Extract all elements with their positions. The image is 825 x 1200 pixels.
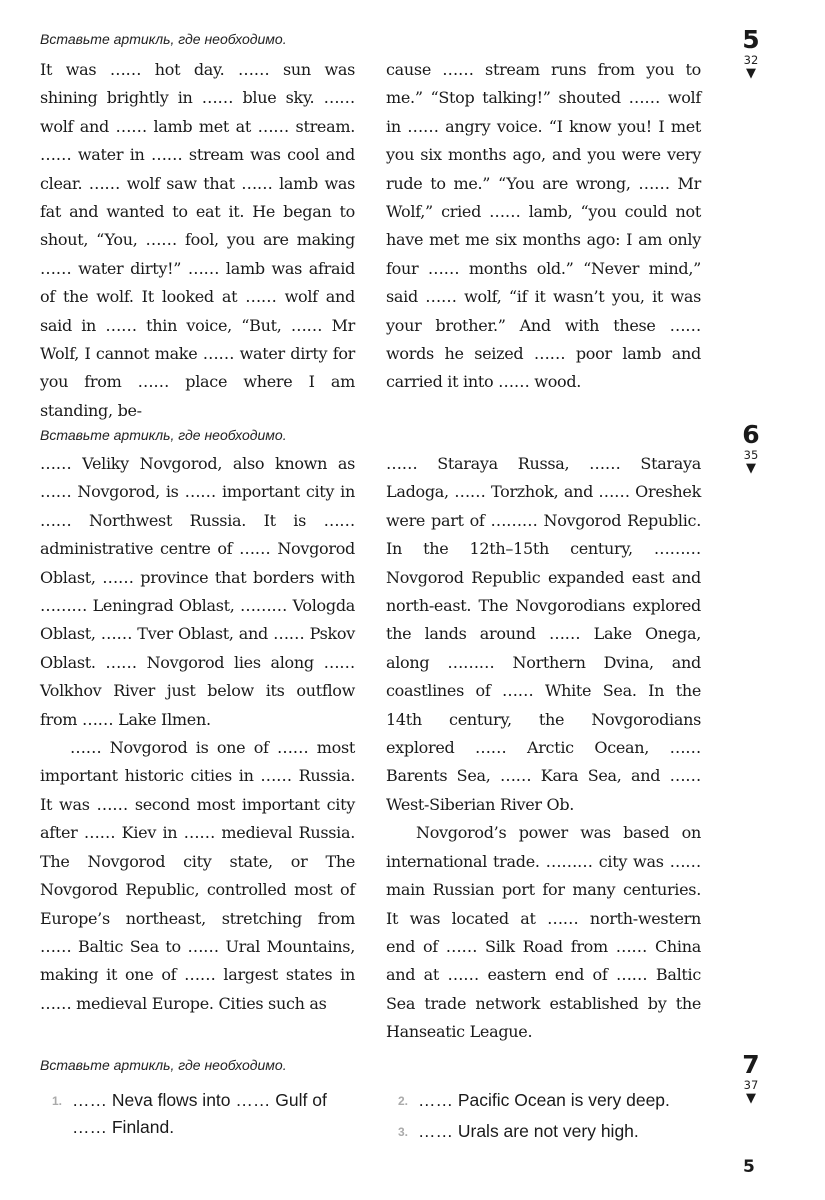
exercise-number: 6 bbox=[742, 420, 760, 449]
exercise-5-marker bbox=[728, 26, 774, 81]
exercise-6-marker bbox=[728, 421, 774, 476]
exercise-number: 7 bbox=[742, 1050, 760, 1079]
exercise-reference: 35 bbox=[743, 448, 759, 462]
down-triangle-icon: ▼ bbox=[746, 461, 756, 476]
paragraph: …… Novgorod is one of …… most important historic cities in …… Russia. It was …… second most important city after …… Kiev in …… medieval Russia. The Novgorod city state, or The Novgorod Republic, controlled most of Europe’s northeast, stretching from …… Baltic Sea to …… Ural Mountains, making it one of …… largest states in …… medieval Europe. Cities such as bbox=[40, 738, 355, 1013]
down-triangle-icon: ▼ bbox=[746, 66, 756, 81]
exercise-7-left-list bbox=[40, 1087, 360, 1145]
down-triangle-icon: ▼ bbox=[746, 1091, 756, 1106]
page-number: 5 bbox=[743, 1157, 755, 1177]
exercise-6-instruction: Вставьте артикль, где необходимо. bbox=[40, 427, 287, 443]
item-number: 3. bbox=[398, 1125, 409, 1139]
paragraph: …… Veliky Novgorod, also known as …… Novgorod, is …… important city in …… Northwest Russia. It is …… administrative centre of …… Novgorod Oblast, …… province that borders with ……… Leningrad Oblast, ……… Vologda Oblast, …… Tver Oblast, and …… Pskov Oblast. …… Novgorod lies along …… Volkhov River just below its outflow from …… Lake Ilmen. bbox=[40, 454, 355, 729]
exercise-5-left-column bbox=[40, 56, 355, 425]
paragraph: …… Staraya Russa, …… Staraya Ladoga, …… Torzhok, and …… Oreshek were part of ……… Novgorod Republic. In the 12th–15th century, ……… Novgorod Republic expanded east and north-east. The Novgorodians explored the lands around …… Lake Onega, along ……… Northern Dvina, and coastlines of …… White Sea. In the 14th century, the Novgorodians explored …… Arctic Ocean, …… Barents Sea, …… Kara Sea, and …… West-Siberian River Ob. bbox=[386, 454, 701, 814]
paragraph: cause …… stream runs from you to me.” “Stop talking!” shouted …… wolf in …… angry voice. “I know you! I met you six months ago, and you were very rude to me.” “You are wrong, …… Mr Wolf,” cried …… lamb, “you could not have met me six months ago: I am only four …… months old.” “Never mind,” said …… wolf, “if it wasn’t you, it was your brother.” And with these …… words he seized …… poor lamb and carried it into …… wood. bbox=[386, 60, 701, 392]
list-item bbox=[386, 1118, 706, 1145]
exercise-reference: 32 bbox=[743, 53, 759, 67]
exercise-reference: 37 bbox=[743, 1078, 759, 1092]
list-item bbox=[40, 1087, 360, 1141]
item-number: 1. bbox=[52, 1094, 63, 1108]
exercise-7-marker bbox=[728, 1051, 774, 1106]
item-text: …… Neva flows into …… Gulf of …… Finland. bbox=[72, 1090, 327, 1137]
exercise-5-instruction: Вставьте артикль, где необходимо. bbox=[40, 31, 287, 47]
exercise-7-right-list bbox=[386, 1087, 706, 1149]
list-item bbox=[386, 1087, 706, 1114]
item-number: 2. bbox=[398, 1094, 409, 1108]
exercise-7-instruction: Вставьте артикль, где необходимо. bbox=[40, 1057, 287, 1073]
item-text: …… Pacific Ocean is very deep. bbox=[418, 1090, 670, 1110]
exercise-6-left-column bbox=[40, 450, 355, 1018]
exercise-5-right-column bbox=[386, 56, 701, 397]
paragraph: It was …… hot day. …… sun was shining brightly in …… blue sky. …… wolf and …… lamb met at …… stream. …… water in …… stream was cool and clear. …… wolf saw that …… lamb was fat and wanted to eat it. He began to shout, “You, …… fool, you are making …… water dirty!” …… lamb was afraid of the wolf. It looked at …… wolf and said in …… thin voice, “But, …… Mr Wolf, I cannot make …… water dirty for you from …… place where I am standing, be- bbox=[40, 60, 355, 420]
paragraph: Novgorod’s power was based on international trade. ……… city was …… main Russian port for many centuries. It was located at …… north-western end of …… Silk Road from …… China and at …… eastern end of …… Baltic Sea trade network established by the Hanseatic League. bbox=[386, 823, 701, 1042]
item-text: …… Urals are not very high. bbox=[418, 1121, 639, 1141]
exercise-6-right-column bbox=[386, 450, 701, 1047]
exercise-number: 5 bbox=[742, 25, 760, 54]
